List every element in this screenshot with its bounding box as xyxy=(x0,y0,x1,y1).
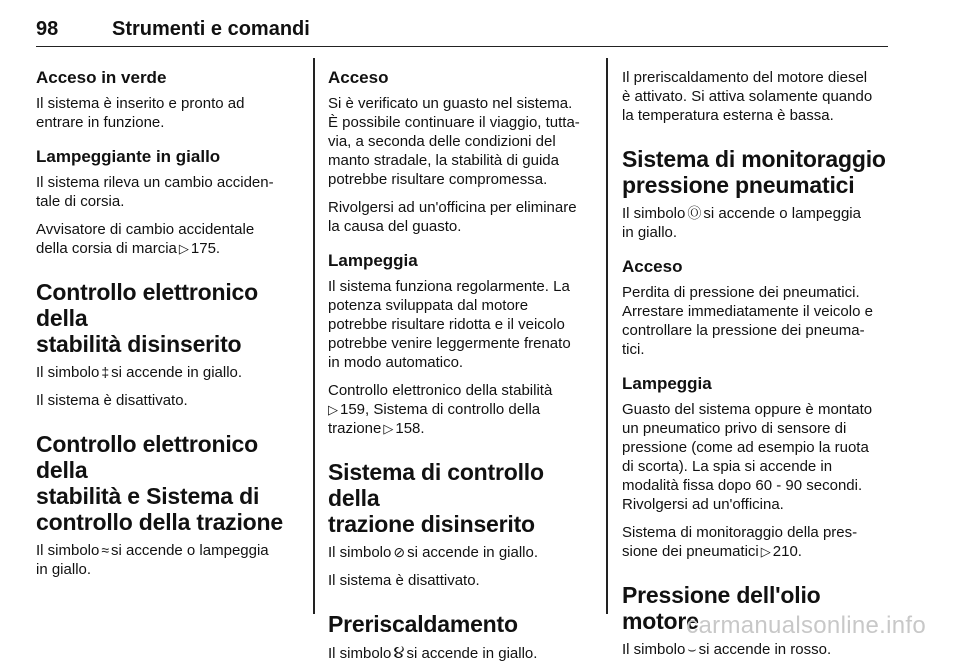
paragraph: Il simbolo ⊘ si accende in giallo. xyxy=(328,544,539,561)
section-heading: Lampeggiante in giallo xyxy=(36,147,221,166)
paragraph: Il simbolo Ⓞ si accende o lampeggia in giallo. xyxy=(622,205,861,241)
paragraph: Avvisatore di cambio accidentale della corsia di marcia ▷ 175. xyxy=(36,221,255,257)
page-ref-icon[interactable]: ▷ xyxy=(760,544,771,559)
paragraph: Il sistema è disattivato. xyxy=(328,572,480,589)
esc-off-icon: ‡ xyxy=(101,364,110,380)
tire-pressure-icon: Ⓞ xyxy=(687,205,702,221)
paragraph: Il simbolo ‡ si accende in giallo. xyxy=(36,364,243,381)
paragraph: Il sistema rileva un cambio acciden- tale di corsia. xyxy=(36,174,274,210)
page-title: Strumenti e comandi xyxy=(112,18,310,40)
chapter-heading: Controllo elettronico della stabilità e Sistema di controllo della trazione xyxy=(36,431,283,535)
paragraph: Il sistema funziona regolarmente. La potenza sviluppata dal motore potrebbe risultare ridotta e il veicolo potrebbe venire leggermente frenato in modo automatico. xyxy=(328,278,571,371)
paragraph: Il simbolo ૪ si accende in giallo. xyxy=(328,642,538,662)
paragraph: Sistema di monitoraggio della pres- sione dei pneumatici ▷ 210. xyxy=(622,524,858,560)
chapter-heading: Controllo elettronico della stabilità disinserito xyxy=(36,279,258,357)
paragraph: Controllo elettronico della stabilità ▷ 159, Sistema di controllo della trazione ▷ 158. xyxy=(328,382,553,437)
paragraph: Rivolgersi ad un'officina per eliminare la causa del guasto. xyxy=(328,199,577,235)
oil-pressure-icon: ⌣ xyxy=(687,641,697,657)
paragraph: Il sistema è disattivato. xyxy=(36,392,188,409)
paragraph: Il simbolo ≈ si accende o lampeggia in giallo. xyxy=(36,542,269,578)
section-heading: Acceso in verde xyxy=(36,68,167,87)
section-heading: Acceso xyxy=(622,257,683,276)
section-heading: Lampeggia xyxy=(622,374,712,393)
page-ref-icon[interactable]: ▷ xyxy=(178,241,189,256)
paragraph: Il sistema è inserito e pronto ad entrare in funzione. xyxy=(36,95,245,131)
paragraph: Perdita di pressione dei pneumatici. Arrestare immediatamente il veicolo e controllare la pressione dei pneuma- tici. xyxy=(622,284,873,358)
page-header xyxy=(36,12,888,47)
column-2 xyxy=(328,68,592,672)
chapter-heading: Sistema di controllo della trazione disinserito xyxy=(328,459,544,537)
page-ref-icon[interactable]: ▷ xyxy=(328,402,338,417)
section-heading: Lampeggia xyxy=(328,251,418,270)
chapter-heading: Pressione dell'olio motore xyxy=(622,582,821,634)
paragraph: Il simbolo ⌣ si accende in rosso. xyxy=(622,641,832,658)
page-ref-icon[interactable]: ▷ xyxy=(383,421,394,436)
watermark: carmanualsonline.info xyxy=(686,612,926,639)
column-3 xyxy=(622,68,890,668)
page-number: 98 xyxy=(36,18,59,40)
column-divider xyxy=(313,58,315,614)
column-divider xyxy=(606,58,608,614)
chapter-heading: Preriscaldamento xyxy=(328,611,518,637)
traction-off-icon: ⊘ xyxy=(393,544,406,560)
section-heading: Acceso xyxy=(328,68,389,87)
paragraph: Si è verificato un guasto nel sistema. È possibile continuare il viaggio, tutta- via, a seconda delle condizioni del manto stradale, la stabilità di guida potrebbe risultare compromessa. xyxy=(328,95,580,188)
paragraph: Guasto del sistema oppure è montato un pneumatico privo di sensore di pressione (come ad esempio la ruota di scorta). La spia si accende in modalità fissa dopo 60 - 90 secondi. Rivolgersi ad un'officina. xyxy=(622,401,873,513)
glow-plug-icon: ૪ xyxy=(393,642,405,662)
paragraph: Il preriscaldamento del motore diesel è attivato. Si attiva solamente quando la temperatura esterna è bassa. xyxy=(622,69,873,124)
column-1 xyxy=(36,68,298,588)
chapter-heading: Sistema di monitoraggio pressione pneumatici xyxy=(622,146,886,198)
esc-traction-icon: ≈ xyxy=(101,542,110,558)
